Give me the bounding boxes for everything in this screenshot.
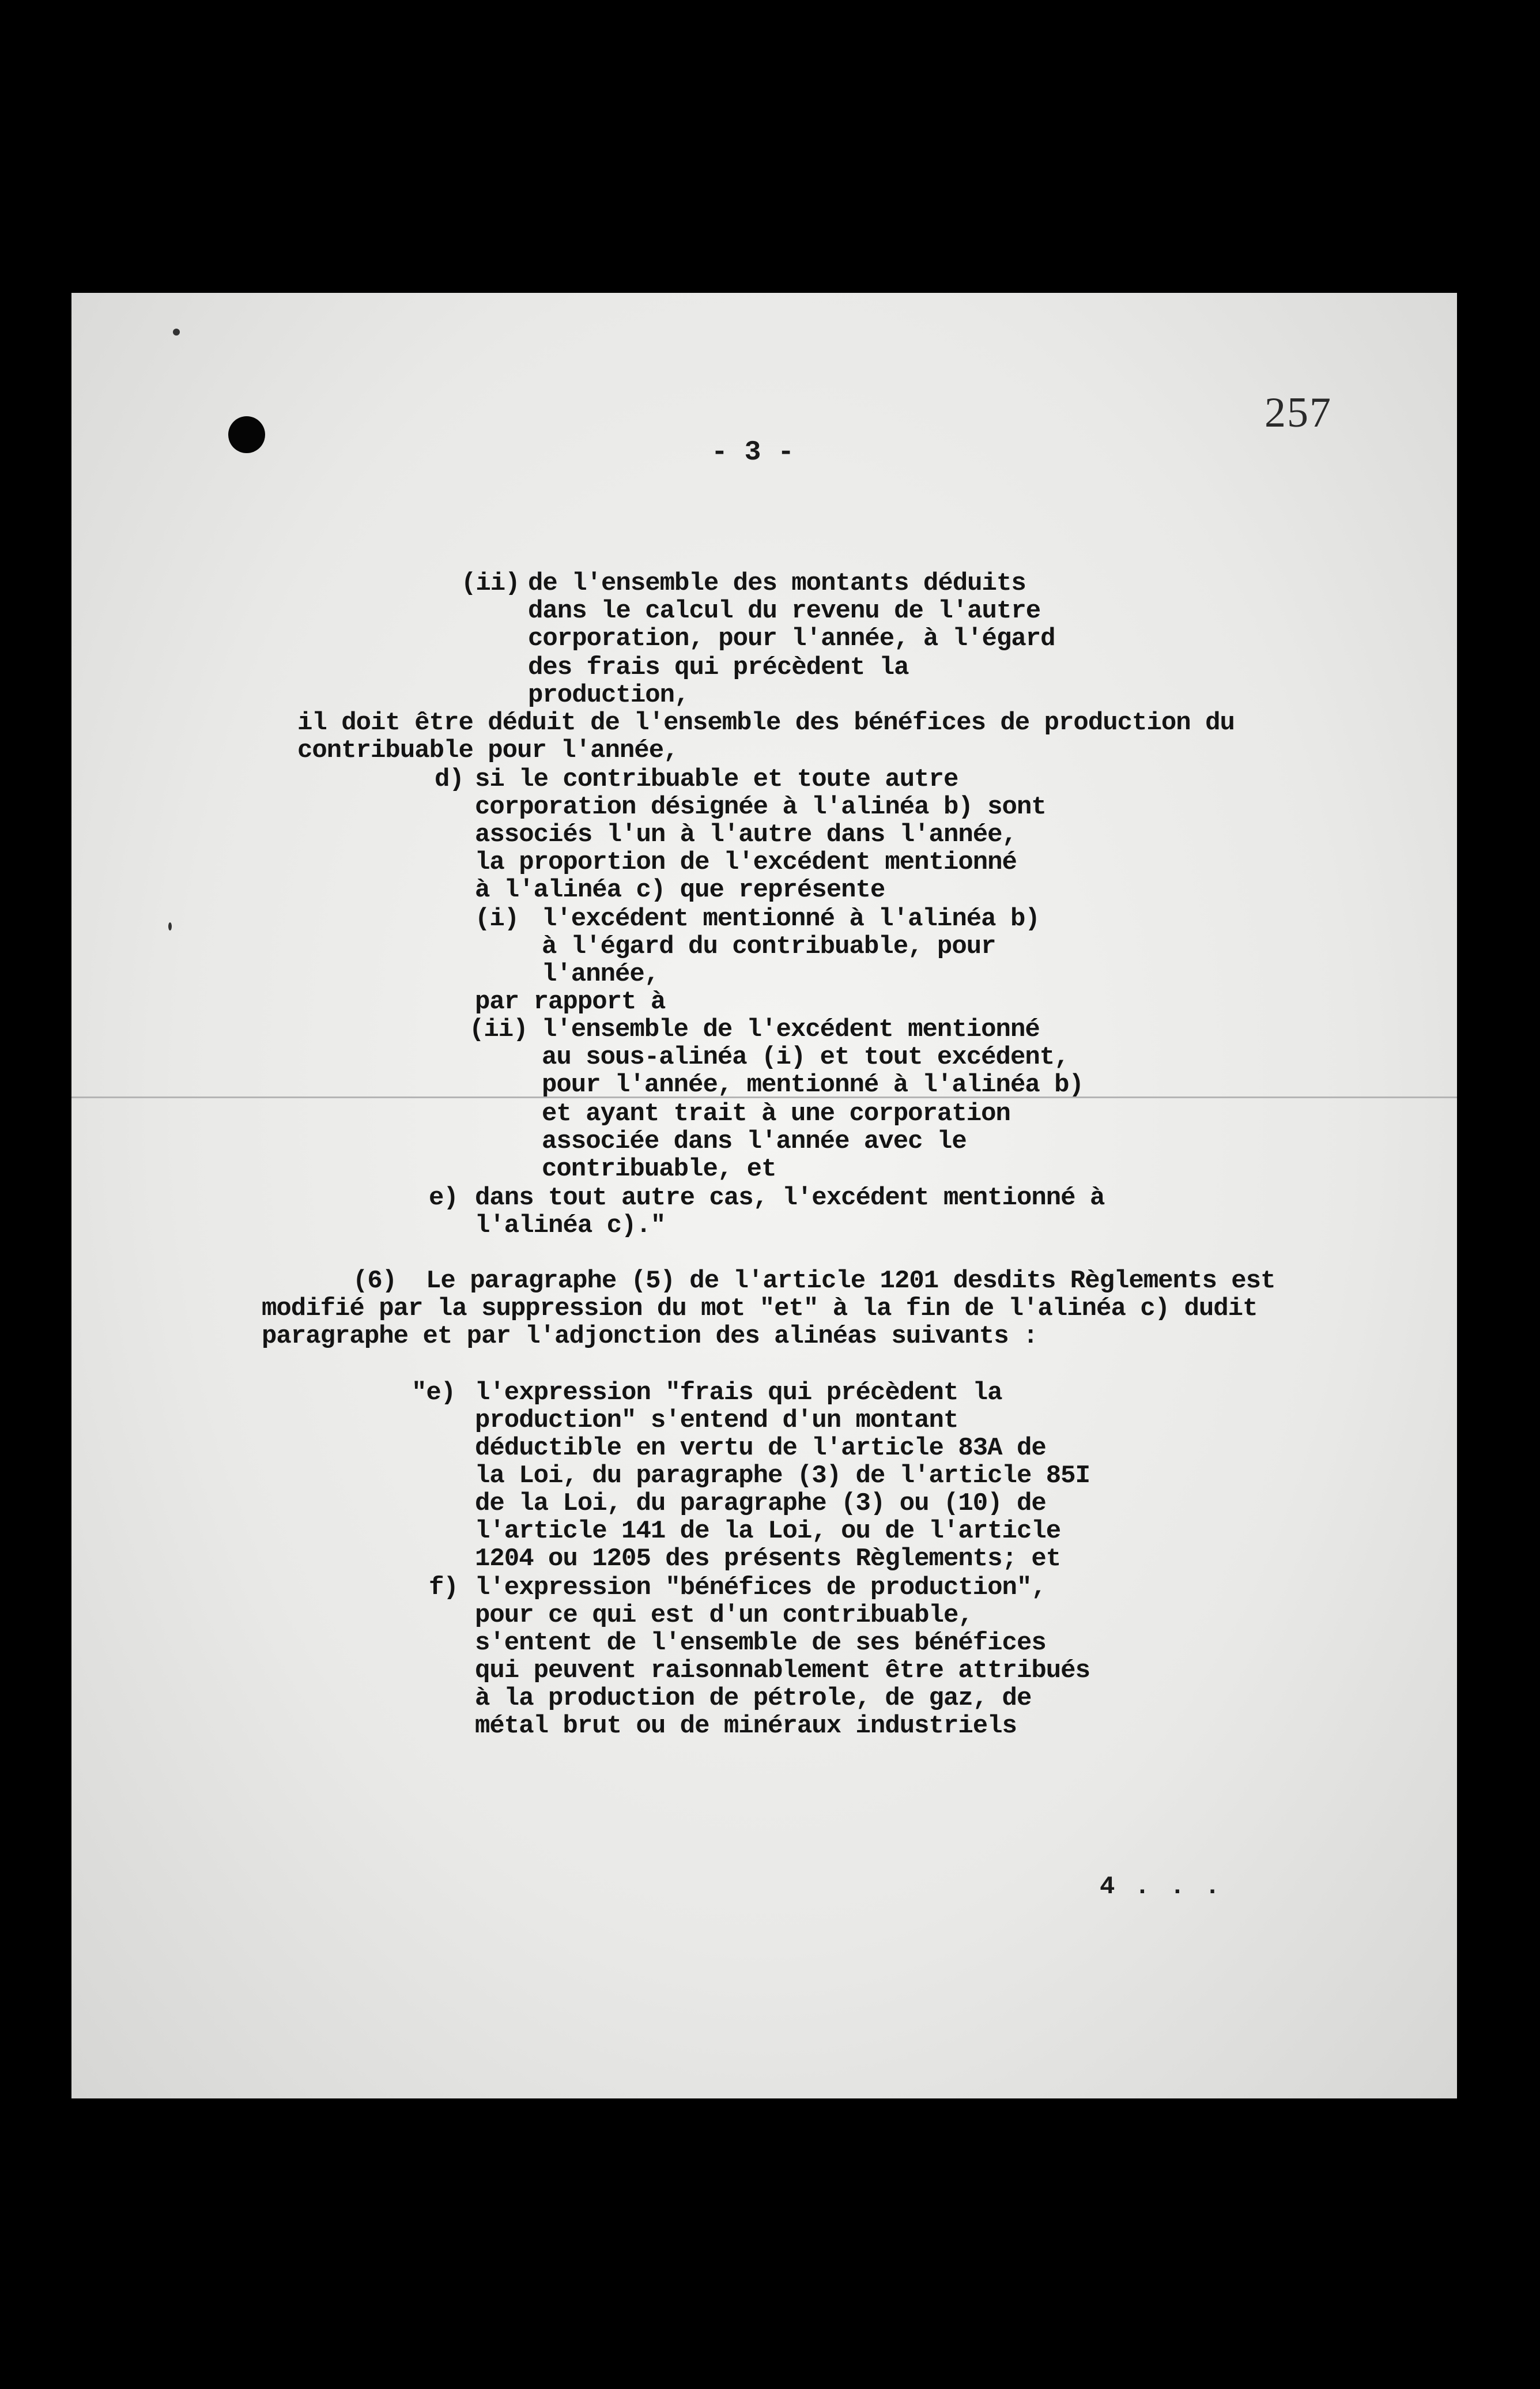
paragraph-text: paragraphe et par l'adjonction des alinéas suivants :	[262, 1322, 1038, 1351]
clause-text: associés l'un à l'autre dans l'année,	[475, 820, 1017, 849]
clause-label: "e)	[412, 1378, 456, 1407]
clause-text: l'excédent mentionné à l'alinéa b)	[542, 905, 1040, 933]
paragraph-text: modifié par la suppression du mot "et" à la fin de l'alinéa c) dudit	[262, 1294, 1258, 1323]
ink-speck	[168, 922, 172, 930]
paragraph-text: contribuable pour l'année,	[297, 736, 678, 765]
clause-text: et ayant trait à une corporation	[542, 1099, 1010, 1128]
clause-text: à l'égard du contribuable, pour	[542, 932, 996, 961]
clause-label: (ii)	[461, 569, 520, 598]
clause-text: l'alinéa c)."	[475, 1211, 666, 1240]
clause-text: métal brut ou de minéraux industriels	[475, 1712, 1017, 1740]
clause-label: f)	[429, 1573, 458, 1602]
clause-text: production,	[528, 681, 689, 710]
clause-text: la Loi, du paragraphe (3) de l'article 85I	[475, 1461, 1090, 1490]
clause-text: de la Loi, du paragraphe (3) ou (10) de	[475, 1489, 1046, 1518]
clause-text: des frais qui précèdent la	[528, 653, 909, 682]
clause-text: corporation désignée à l'alinéa b) sont	[475, 793, 1046, 822]
clause-text: pour l'année, mentionné à l'alinéa b)	[542, 1071, 1084, 1099]
clause-text: associée dans l'année avec le	[542, 1127, 967, 1156]
paragraph-text: (6) Le paragraphe (5) de l'article 1201 desdits Règlements est	[353, 1267, 1275, 1295]
clause-text: à la production de pétrole, de gaz, de	[475, 1684, 1032, 1713]
clause-text: l'expression "bénéfices de production",	[475, 1573, 1046, 1602]
clause-text: déductible en vertu de l'article 83A de	[475, 1434, 1046, 1463]
clause-text: contribuable, et	[542, 1155, 776, 1184]
clause-text: par rapport à	[475, 988, 666, 1016]
clause-text: la proportion de l'excédent mentionné	[475, 848, 1017, 877]
clause-text: l'article 141 de la Loi, ou de l'article	[475, 1517, 1061, 1546]
punch-hole	[228, 416, 265, 453]
clause-text: corporation, pour l'année, à l'égard	[528, 624, 1055, 653]
clause-text: dans le calcul du revenu de l'autre	[528, 597, 1041, 625]
clause-text: dans tout autre cas, l'excédent mentionné à	[475, 1184, 1105, 1212]
clause-text: si le contribuable et toute autre	[475, 765, 958, 794]
clause-text: production" s'entend d'un montant	[475, 1406, 958, 1435]
clause-text: pour ce qui est d'un contribuable,	[475, 1601, 973, 1630]
clause-text: 1204 ou 1205 des présents Règlements; et	[475, 1544, 1061, 1573]
clause-label: (ii)	[469, 1015, 528, 1044]
clause-text: à l'alinéa c) que représente	[475, 876, 885, 905]
page-stamp-number: 257	[1265, 389, 1332, 436]
clause-text: s'entent de l'ensemble de ses bénéfices	[475, 1629, 1046, 1657]
clause-label: (i)	[475, 905, 519, 933]
clause-text: l'ensemble de l'excédent mentionné	[542, 1015, 1040, 1044]
clause-label: d)	[435, 765, 464, 794]
clause-text: l'expression "frais qui précèdent la	[475, 1378, 1002, 1407]
clause-text: de l'ensemble des montants déduits	[528, 569, 1026, 598]
page-header-number: - 3 -	[711, 437, 795, 468]
continuation-marker: 4 . . .	[1100, 1872, 1222, 1901]
clause-text: qui peuvent raisonnablement être attribués	[475, 1656, 1090, 1685]
clause-text: au sous-alinéa (i) et tout excédent,	[542, 1043, 1069, 1072]
ink-speck	[173, 329, 180, 336]
paragraph-text: il doit être déduit de l'ensemble des bénéfices de production du	[297, 709, 1235, 737]
clause-text: l'année,	[542, 960, 659, 989]
clause-label: e)	[429, 1184, 458, 1212]
document-page	[71, 293, 1457, 2098]
